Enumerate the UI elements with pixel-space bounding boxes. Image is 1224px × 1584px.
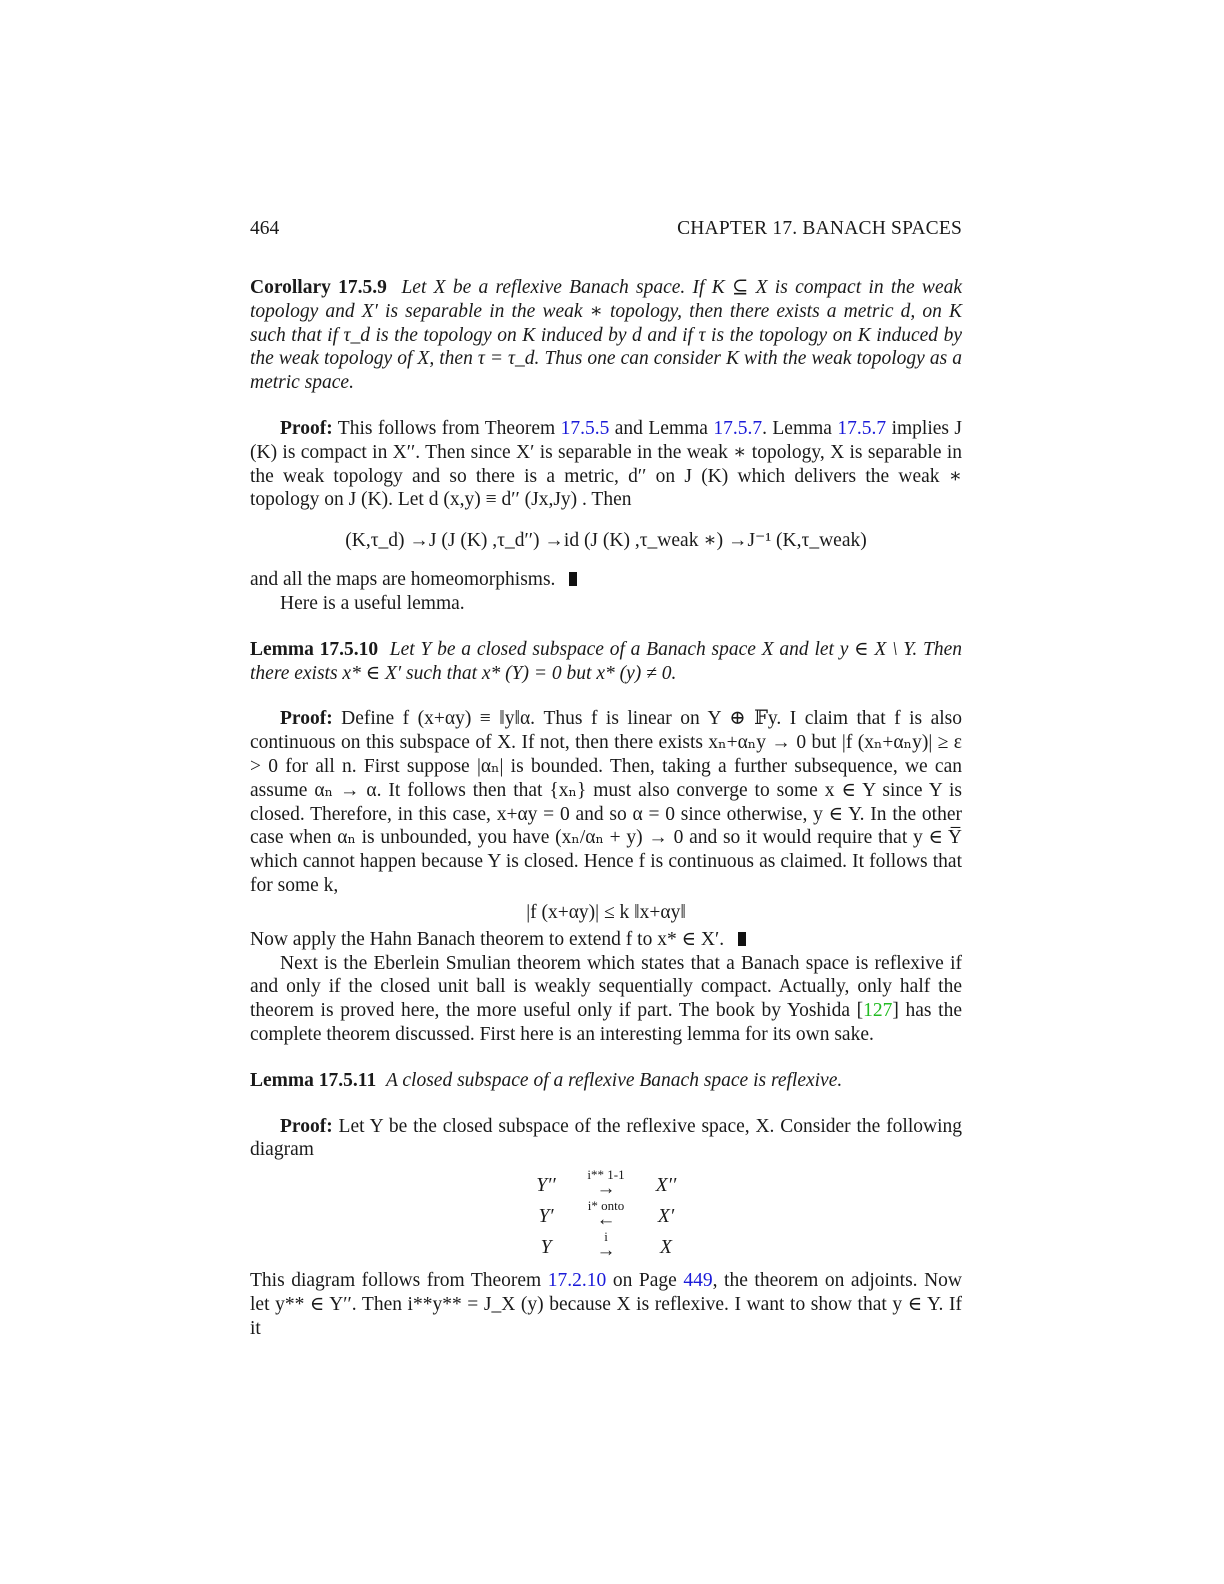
diagram-row: [516, 1228, 696, 1262]
diagram-right: X′: [657, 1206, 675, 1228]
corollary-17-5-9: [250, 276, 962, 395]
corollary-label: Corollary 17.5.9: [250, 277, 387, 298]
proof-label: Proof:: [280, 1115, 333, 1137]
commutative-diagram: [516, 1166, 696, 1262]
arrow-icon: ←: [596, 1209, 616, 1231]
citation-link[interactable]: 127: [863, 1000, 893, 1022]
proof-label: Proof:: [280, 708, 333, 730]
proof-text: and all the maps are homeomorphisms.: [250, 569, 556, 591]
paragraph-text: ] has the complete theorem discussed. First here is an interesting lemma for its own sake.: [250, 1000, 962, 1045]
arrow-label: i** 1-1: [587, 1167, 625, 1183]
diagram-arrow: [576, 1229, 636, 1262]
qed-box: [569, 572, 577, 586]
lemma-label: Lemma 17.5.11: [250, 1069, 377, 1091]
proof-text: and Lemma: [609, 417, 714, 439]
diagram-arrow: [576, 1167, 636, 1200]
arrow-icon: →: [596, 1240, 616, 1262]
proof-text: This follows from Theorem: [332, 417, 561, 439]
lemma-17-5-10: [250, 638, 962, 686]
proof-text: Define f (x+αy) ≡ ‖y‖α. Thus f is linear on Y ⊕ 𝔽y. I claim that f is also continuous on this subspace of X. If not, then there exists xₙ+αₙy → 0 but |f (xₙ+αₙy)| ≥ ε > 0 for all n. First suppose |αₙ| is bounded. Then, taking a further subsequence, we can assume αₙ → α. It follows then that {xₙ} must also converge to some x ∈ Y since Y is closed. Therefore, in this case, x+αy = 0 and so α = 0 since otherwise, y ∈ Y. In the other case when αₙ is unbounded, you have (xₙ/αₙ + y) → 0 and so it would require that y ∈ Y̅ which cannot happen because Y is closed. Hence f is continuous as claimed. It follows that for some k,: [250, 708, 962, 896]
diagram-left: Y′: [538, 1206, 554, 1228]
display-equation: |f (x+αy)| ≤ k ‖x+αy‖: [526, 901, 686, 923]
diagram-right: X′′: [655, 1175, 677, 1197]
lemma-17-5-11: [250, 1069, 962, 1093]
theorem-link[interactable]: 17.5.5: [560, 417, 610, 439]
lemma-link[interactable]: 17.5.7: [837, 417, 887, 439]
proof-text: Let Y be the closed subspace of the reflexive space, X. Consider the following diagram: [250, 1115, 962, 1161]
diagram-right: X: [660, 1237, 672, 1259]
lemma-text: Let Y be a closed subspace of a Banach space X and let y ∈ X \ Y. Then there exists x* ∈ X′ such that x* (Y) = 0 but x* (y) ≠ 0.: [250, 638, 962, 684]
diagram-left: Y: [540, 1237, 552, 1259]
proof-text: . Lemma: [762, 417, 838, 439]
arrow-label: i* onto: [587, 1198, 625, 1214]
diagram-row: [516, 1166, 696, 1200]
proof-label: Proof:: [280, 417, 333, 439]
qed-box: [738, 932, 746, 946]
chapter-title: CHAPTER 17. BANACH SPACES: [677, 218, 962, 239]
lemma-link[interactable]: 17.5.7: [713, 417, 763, 439]
display-equation: (K,τ_d) →J (J (K) ,τ_d′′) →id (J (K) ,τ_weak ∗) →J⁻¹ (K,τ_weak): [345, 530, 867, 552]
transition-text: Here is a useful lemma.: [280, 592, 465, 614]
diagram-arrow: [576, 1198, 636, 1231]
lemma-label: Lemma 17.5.10: [250, 638, 379, 660]
page-number: 464: [250, 218, 280, 239]
diagram-left: Y′′: [536, 1175, 556, 1197]
proof-text: This diagram follows from Theorem: [250, 1270, 548, 1292]
lemma-text: A closed subspace of a reflexive Banach space is reflexive.: [385, 1069, 843, 1091]
proof-text: on Page: [606, 1270, 684, 1292]
paragraph-text: Next is the Eberlein Smulian theorem which states that a Banach space is reflexive if and only if the closed unit ball is weakly sequentially compact. Actually, only half the theorem is proved here, the more useful only if part. The book by Yoshida [: [250, 952, 962, 1022]
corollary-text: Let X be a reflexive Banach space. If K ⊆ X is compact in the weak topology and X′ is separable in the weak ∗ topology, then there exists a metric d, on K such that if τ_d is the topology on K induced by d and if τ is the topology on K induced by the weak topology of X, then τ = τ_d. Thus one can consider K with the weak topology as a metric space.: [250, 277, 962, 394]
proof-corollary: [250, 417, 962, 616]
proof-lemma-10: [250, 707, 962, 1046]
theorem-link[interactable]: 17.2.10: [547, 1270, 607, 1292]
page-link[interactable]: 449: [683, 1270, 713, 1292]
running-header: [250, 218, 962, 244]
proof-text: , the theorem on adjoints. Now let y** ∈ Y′′. Then i**y** = J_X (y) because X is reflexive. I want to show that y ∈ Y. If it: [250, 1270, 963, 1339]
proof-lemma-11: [250, 1115, 962, 1341]
page-body: [250, 218, 962, 1341]
diagram-row: [516, 1197, 696, 1231]
arrow-icon: →: [596, 1178, 616, 1200]
proof-text: Now apply the Hahn Banach theorem to extend f to x* ∈ X′.: [250, 928, 725, 950]
arrow-label: i: [604, 1229, 608, 1245]
proof-text: implies J (K) is compact in X′′. Then since X′ is separable in the weak ∗ topology, X is separable in the weak topology and so there is a metric, d′′ on J (K) which delivers the weak ∗ topology on J (K). Let d (x,y) ≡ d′′ (Jx,Jy) . Then: [250, 417, 962, 511]
